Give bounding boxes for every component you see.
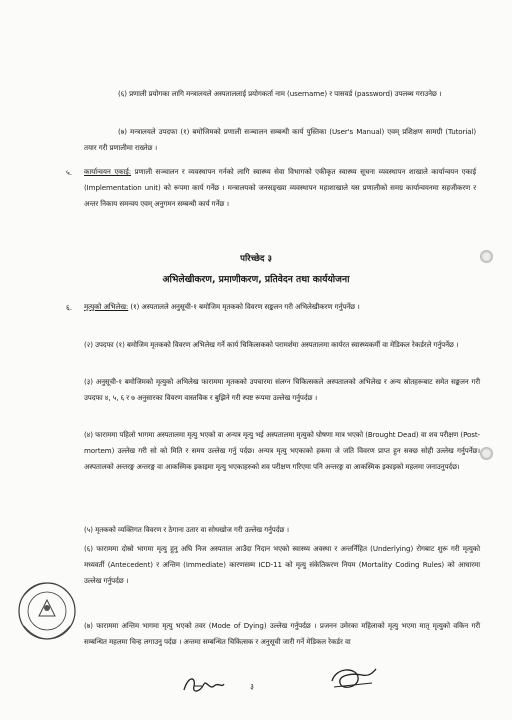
section-5-text: प्रणाली सञ्चालन र व्यवस्थापन गर्नको लागि स्वास्थ्य सेवा विभागको एकीकृत स्वास्थ्य सूचना व्यवस्थापन शाखाले कार्यान्वयन एकाई (Implementation unit) को रूपमा कार्य गर्नेछ । मन्त्रालयको जनसङ्ख्या व्यवस्थापन महाशाखाले यस प्रणालीको समग्र कार्यान्वयनमा सहजीकरण र अन्तर निकाय समन्वय एवम् अनुगमन सम्बन्धी कार्य गर्नेछ ।	[84, 167, 476, 208]
section-5-number: ५.	[66, 168, 73, 177]
section-6-text: (१) अस्पतालले अनुसूची-१ बमोजिम मृतकको विवरण सङ्कलन गरी अभिलेखीकरण गर्नुपर्नेछ ।	[128, 302, 360, 311]
punch-hole-bottom	[480, 447, 493, 460]
subsection-6-4: (४) फाराममा पहिलो भागमा अस्पतालमा मृत्यु भएको वा अन्यत्र मृत्यु भई अस्पतालमा मृत्युको घोषणा मात्र भएको (Brought Dead) वा शव परीक्षण (Post-mortem) उल्लेख गरी सो को मिति र समय उल्लेख गर्नु पर्दछ। अन्यत्र मृत्यु भएकाको हकमा जे जति विवरण प्राप्त हुन सक्छ सोही उल्लेख गर्नुपर्नेछ। अस्पतालको अन्तरङ्ग अन्तरङ्ग वा आकस्मिक इकाइमा मृत्यु भएकाहरुको शव परीक्षण गरिएमा पनि अन्तरङ्ग वा आकस्मिक इकाइको महलमा जनाउनुपर्दछ।	[84, 430, 480, 471]
punch-hole-top	[480, 250, 493, 263]
signature-left	[180, 672, 228, 698]
page-number: ३	[250, 682, 254, 691]
subsection-7: (७) मन्त्रालयले उपदफा (१) बमोजिमको प्रणाली सञ्चालन सम्बन्धी कार्य पुस्तिका (User's Manual) एवम् प्रशिक्षण सामग्री (Tutorial) तयार गरी प्रणालीमा राख्नेछ ।	[84, 127, 476, 152]
section-5-heading: कार्यान्वयन एकाई:	[84, 167, 132, 176]
subsection-6-3: (३) अनुसूची-१ बमोजिमको मृत्युको अभिलेख फाराममा मृतकको उपचारमा संलग्न चिकित्सकले अस्पतालको अभिलेख र अन्य स्रोतहरूबाट समेत सङ्कलन गरी उपदफा ४, ५, ६ र ७ अनुसारका विवरण वास्तविक र बुझिने गरी स्पष्ट रूपमा उल्लेख गर्नुपर्दछ ।	[84, 377, 480, 402]
official-seal-stamp	[12, 580, 82, 642]
subsection-6-6: (६) फाराममा दोस्रो भागमा मृत्यु हुनु अघि निज अस्पताल आउँदा निदान भएको स्वास्थ्य अवस्था र अन्तर्निहित (Underlying) रोगबाट शुरू गरी मृत्युको मध्यवर्ती (Antecedent) र अन्तिम (Immediate) कारणसम्म ICD-11 को मृत्यु संकेतिकरण नियम (Mortality Coding Rules) को आधारमा उल्लेख गर्नुपर्दछ ।	[84, 544, 480, 585]
section-5	[84, 164, 476, 211]
subsection-6-5: (५) मृतकको व्यक्तिगत विवरण र ठेगाना उतार वा सोधखोज गरी उल्लेख गर्नुपर्दछ ।	[84, 525, 290, 534]
subsection-6: (६) प्रणाली प्रयोगका लागि मन्त्रालयले अस्पताललाई प्रयोगकर्ता नाम (username) र पासवर्ड (password) उपलब्ध गराउनेछ ।	[118, 89, 442, 98]
subsection-6-2: (२) उपदफा (१) बमोजिम मृतकको विवरण अभिलेख गर्ने कार्य चिकित्सकको परामर्शमा अस्पतालमा कार्यरत स्वास्थ्यकर्मी वा मेडिकल रेकर्डरले गर्नुपर्नेछ ।	[84, 340, 459, 349]
section-6-number: ६.	[66, 303, 73, 312]
section-6-heading: मृत्युको अभिलेख:	[84, 302, 129, 311]
signature-right	[326, 665, 380, 695]
chapter-title: अभिलेखीकरण, प्रमाणीकरण, प्रतिवेदन तथा कार्ययोजना	[162, 274, 350, 285]
chapter-label: परिच्छेद ३	[240, 254, 272, 264]
subsection-6-7: (७) फाराममा अन्तिम भागमा मृत्यु भएको तवर (Mode of Dying) उल्लेख गर्नुपर्दछ । प्रजनन उमेरका महिलाको मृत्यु भएमा मातृ मृत्युको वकिन गरी सम्बन्धित महलमा चिन्ह लगाउनु पर्दछ । अन्तमा सम्बन्धित चिकित्सक र अनुसूची जारी गर्ने मेडिकल रेकर्डर वा	[84, 621, 480, 646]
section-6	[84, 299, 476, 315]
